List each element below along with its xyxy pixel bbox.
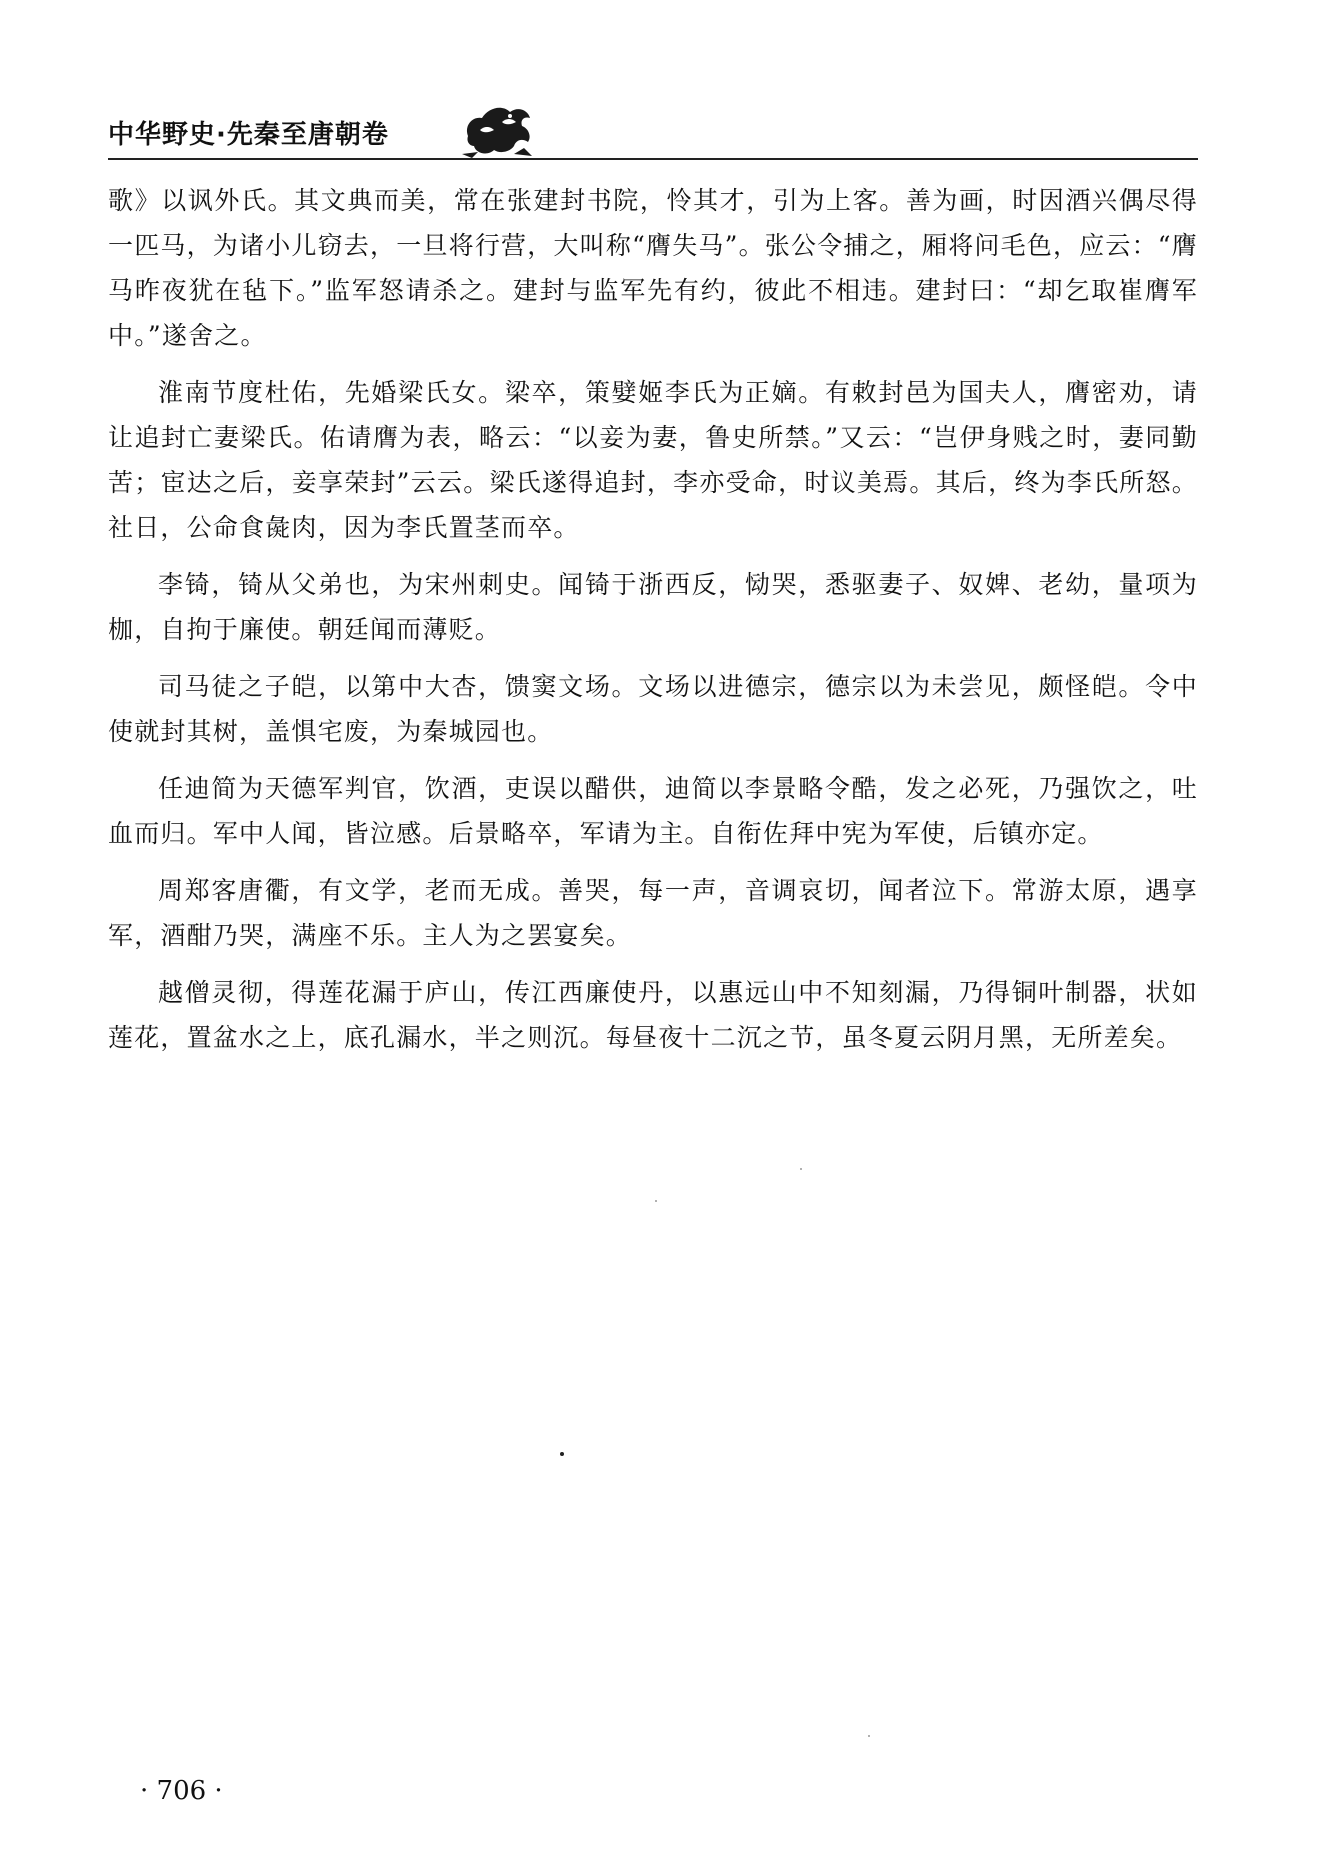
header-rule xyxy=(108,158,1198,160)
running-header xyxy=(108,96,1208,166)
paragraph: 周郑客唐衢，有文学，老而无成。善哭，每一声，音调哀切，闻者泣下。常游太原，遇享军，酒酣乃哭，满座不乐。主人为之罢宴矣。 xyxy=(108,876,1198,950)
paragraph: 司马徒之子皑，以第中大杏，馈窦文场。文场以进德宗，德宗以为未尝见，颇怪皑。令中使就封其树，盖惧宅废，为秦城园也。 xyxy=(108,672,1198,746)
scan-speck xyxy=(868,1735,870,1737)
paragraph: 淮南节度杜佑，先婚梁氏女。梁卒，策嬖姬李氏为正嫡。有敕封邑为国夫人，膺密劝，请让追封亡妻梁氏。佑请膺为表，略云：“以妾为妻，鲁史所禁。”又云：“岂伊身贱之时，妻同勤苦；宦达之后，妾享荣封”云云。梁氏遂得追封，李亦受命，时议美焉。其后，终为李氏所怒。社日，公命食彘肉，因为李氏置茎而卒。 xyxy=(108,378,1198,542)
header-title: 中华野史·先秦至唐朝卷 xyxy=(108,120,389,150)
dragon-emblem-icon xyxy=(458,96,536,160)
page-number: · 706 · xyxy=(140,1776,223,1806)
scan-speck xyxy=(560,1452,564,1456)
body-text xyxy=(108,178,1198,1072)
paragraph: 任迪简为天德军判官，饮酒，吏误以醋供，迪简以李景略令酷，发之必死，乃强饮之，吐血而归。军中人闻，皆泣感。后景略卒，军请为主。自衔佐拜中宪为军使，后镇亦定。 xyxy=(108,774,1198,848)
paragraph: 李锜，锜从父弟也，为宋州刺史。闻锜于浙西反，恸哭，悉驱妻子、奴婢、老幼，量项为枷，自拘于廉使。朝廷闻而薄贬。 xyxy=(108,570,1198,644)
scan-speck xyxy=(655,1200,657,1202)
paragraph: 歌》以讽外氏。其文典而美，常在张建封书院，怜其才，引为上客。善为画，时因酒兴偶尽得一匹马，为诸小儿窃去，一旦将行营，大叫称“膺失马”。张公令捕之，厢将问毛色，应云：“膺马昨夜犹在毡下。”监军怒请杀之。建封与监军先有约，彼此不相违。建封曰：“却乞取崔膺军中。”遂舍之。 xyxy=(108,186,1198,350)
scan-speck xyxy=(800,1168,802,1170)
paragraph: 越僧灵彻，得莲花漏于庐山，传江西廉使丹，以惠远山中不知刻漏，乃得铜叶制器，状如莲花，置盆水之上，底孔漏水，半之则沉。每昼夜十二沉之节，虽冬夏云阴月黑，无所差矣。 xyxy=(108,978,1198,1052)
